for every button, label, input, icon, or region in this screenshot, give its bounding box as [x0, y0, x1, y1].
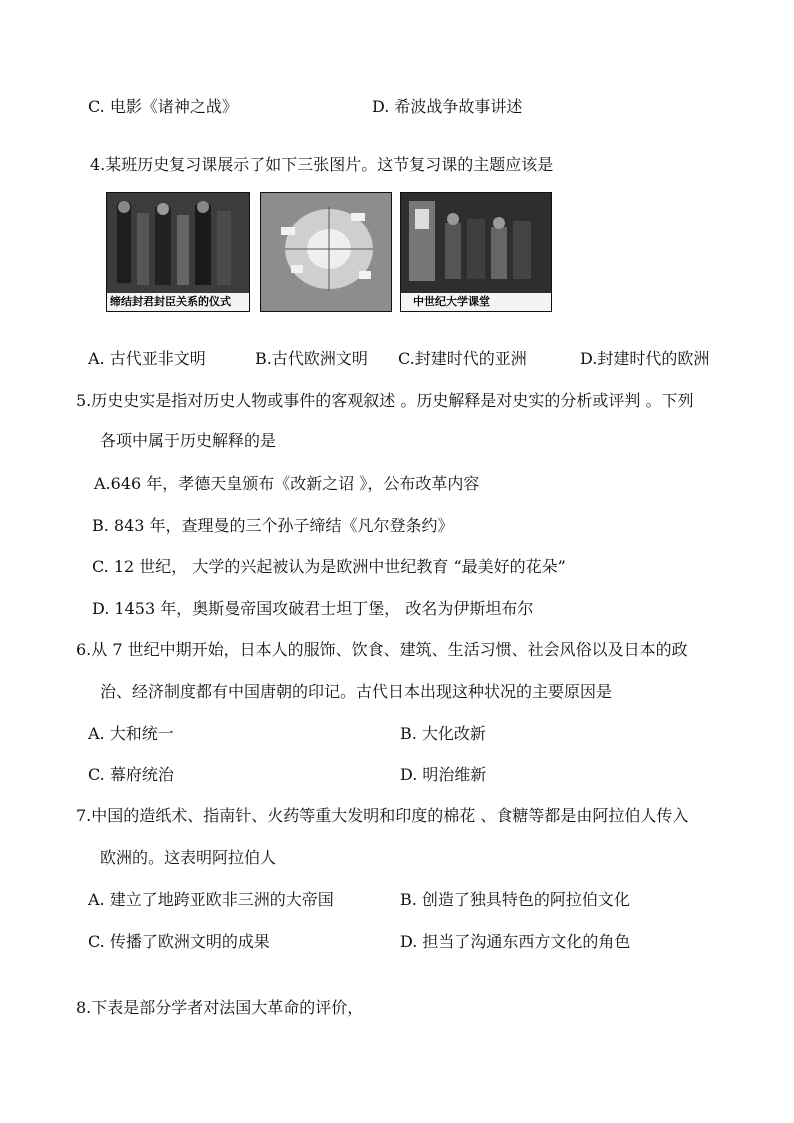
medieval-classroom-photo — [400, 192, 552, 312]
q7-option-b: B. 创造了独具特色的阿拉伯文化 — [400, 890, 630, 909]
q6-option-c: C. 幕府统治 — [88, 765, 174, 784]
q6-option-b: B. 大化改新 — [400, 724, 486, 743]
q4-stem: 4.某班历史复习课展示了如下三张图片。这节复习课的主题应该是 — [90, 155, 554, 174]
q7-stem-line2: 欧洲的。这表明阿拉伯人 — [100, 848, 277, 867]
q7-option-a: A. 建立了地跨亚欧非三洲的大帝国 — [88, 890, 334, 909]
q3-option-d: D. 希波战争故事讲述 — [372, 97, 523, 116]
medieval-oath-ceremony-photo — [106, 192, 250, 312]
q4-option-a: A. 古代亚非文明 — [88, 349, 206, 368]
q7-option-d: D. 担当了沟通东西方文化的角色 — [400, 932, 631, 951]
photo-caption-3: 中世纪大学课堂 — [401, 293, 551, 311]
q8-stem: 8.下表是部分学者对法国大革命的评价， — [76, 998, 364, 1017]
q4-option-d: D.封建时代的欧洲 — [580, 349, 710, 368]
q7-option-c: C. 传播了欧洲文明的成果 — [88, 932, 270, 951]
q6-option-d: D. 明治维新 — [400, 765, 487, 784]
photo-caption-1: 缔结封君封臣关系的仪式 — [107, 293, 249, 311]
manor-map-photo — [260, 192, 392, 312]
q6-option-a: A. 大和统一 — [88, 724, 174, 743]
q4-option-c: C.封建时代的亚洲 — [398, 349, 527, 368]
q5-option-b: B. 843 年，查理曼的三个孙子缔结《凡尔登条约》 — [92, 516, 454, 535]
q5-stem-line1: 5.历史史实是指对历史人物或事件的客观叙述 。历史解释是对史实的分析或评判 。下列 — [76, 391, 694, 410]
q6-stem-line1: 6.从 7 世纪中期开始，日本人的服饰、饮食、建筑、生活习惯、社会风俗以及日本的政 — [76, 640, 688, 659]
q5-stem-line2: 各项中属于历史解释的是 — [100, 431, 277, 450]
q5-option-c: C. 12 世纪， 大学的兴起被认为是欧洲中世纪教育 “最美好的花朵” — [92, 557, 566, 576]
q6-stem-line2: 治、经济制度都有中国唐朝的印记。古代日本出现这种状况的主要原因是 — [100, 682, 613, 701]
q4-option-b: B.古代欧洲文明 — [255, 349, 368, 368]
q5-option-a: A.646 年，孝德天皇颁布《改新之诏 》，公布改革内容 — [94, 474, 480, 493]
q7-stem-line1: 7.中国的造纸术、指南针、火药等重大发明和印度的棉花 、食糖等都是由阿拉伯人传入 — [76, 806, 689, 825]
q3-option-c: C. 电影《诸神之战》 — [88, 97, 238, 116]
q5-option-d: D. 1453 年，奥斯曼帝国攻破君士坦丁堡， 改名为伊斯坦布尔 — [92, 599, 534, 618]
